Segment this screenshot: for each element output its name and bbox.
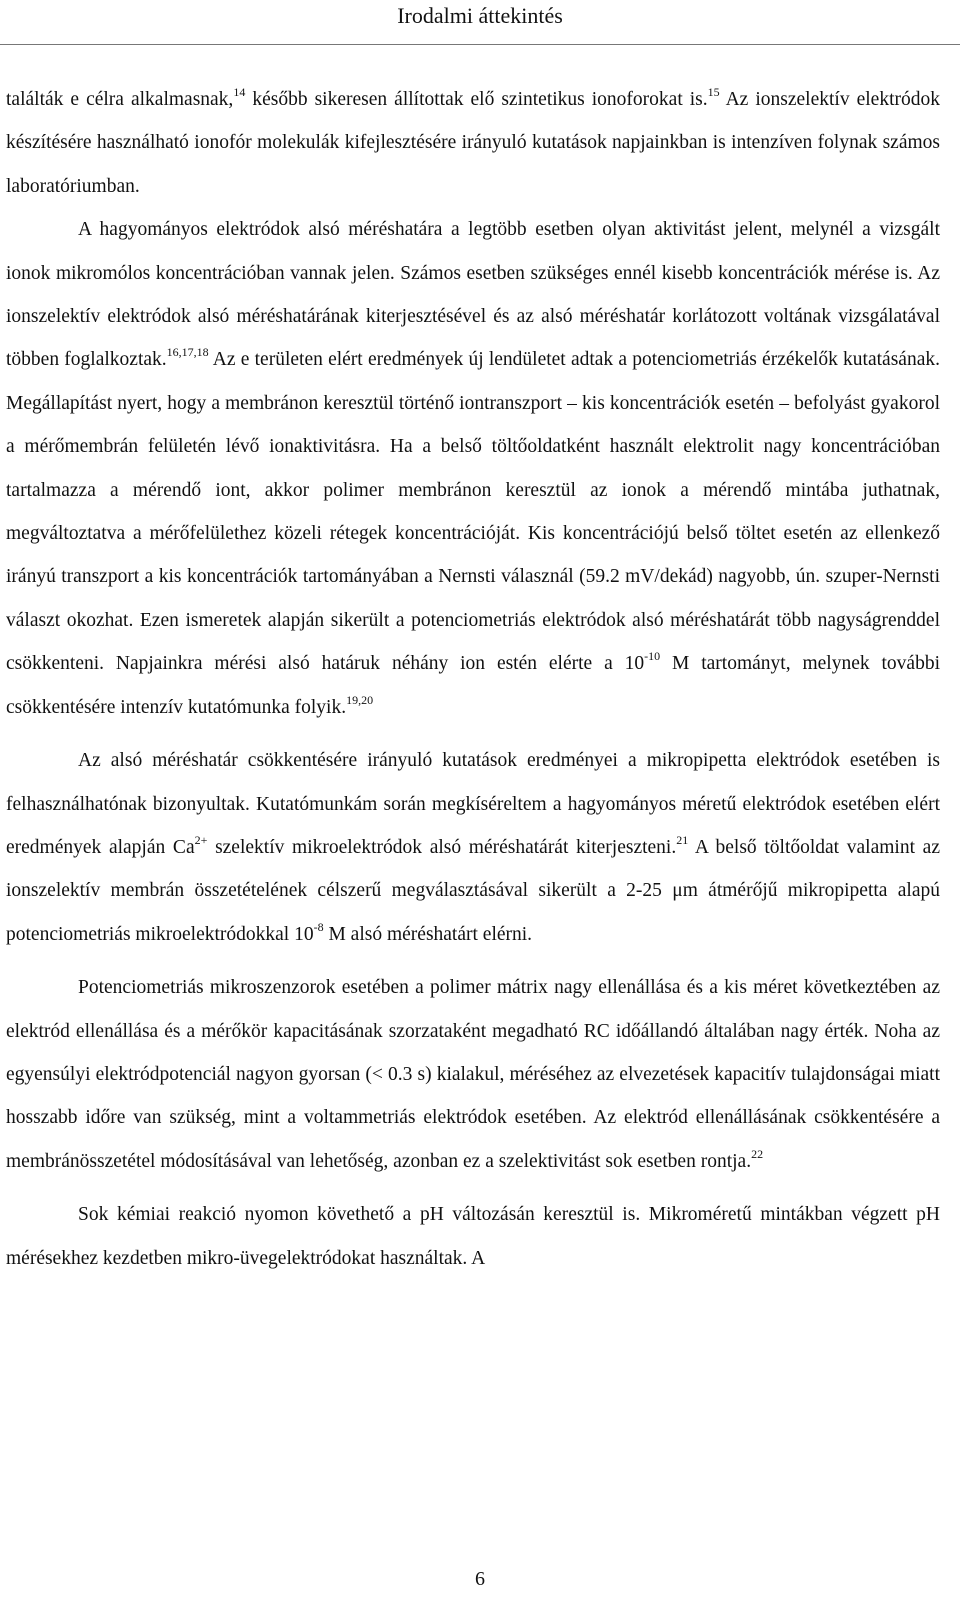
text-run: M alsó méréshatárt elérni.	[323, 923, 533, 945]
text-run: később sikeresen állítottak elő szintetikus ionoforokat is.	[245, 89, 708, 110]
text-run: találták e célra alkalmasnak,	[6, 89, 234, 110]
superscript: 21	[676, 832, 689, 847]
paragraph	[6, 208, 940, 729]
superscript: 14	[233, 85, 246, 99]
body-text	[6, 78, 940, 1280]
text-run: A belső töltőoldat valamint az ionszelektív membrán összetételének célszerű megválasztásával sikerült a 2-25 μm átmérőjű mikropipetta alapú potenciometriás mikroelektródokkal 10	[6, 836, 940, 945]
text-run: Az alsó méréshatár csökkentésére irányuló kutatások eredményei a mikropipetta elektródok esetében is felhasználhatónak bizonyultak. Kutatómunkám során megkíséreltem a hagyományos méretű elektródok esetében elért eredmények alapján Ca	[6, 750, 940, 858]
paragraph	[6, 78, 940, 208]
superscript: -8	[313, 919, 324, 934]
text-run: M tartományt, melynek további csökkentésére intenzív kutatómunka folyik.	[6, 653, 940, 718]
text-run: szelektív mikroelektródok alsó méréshatárát kiterjeszteni.	[207, 836, 677, 858]
text-run: A hagyományos elektródok alsó méréshatára a legtöbb esetben olyan aktivitást jelent, melynél a vizsgált ionok mikromólos koncentrációban vannak jelen. Számos esetben szükséges ennél kisebb koncentrációk mérése is. Az ionszelektív elektródok alsó méréshatárának kiterjesztésével és az alsó méréshatár korlátozott voltának vizsgálatával többen foglalkoztak.	[6, 219, 940, 371]
superscript: 2+	[194, 832, 208, 847]
superscript: 19,20	[346, 692, 374, 707]
superscript: 15	[707, 85, 720, 99]
paragraph	[6, 1193, 940, 1280]
superscript: 22	[751, 1146, 764, 1161]
superscript: 16,17,18	[166, 345, 209, 360]
text-run: Az e területen elért eredmények új lendületet adtak a potenciometriás érzékelők kutatásának. Megállapítást nyert, hogy a membránon keresztül történő iontranszport – kis koncentrációk esetén – befolyást gyakorol a mérőmembrán felületén lévő ionaktivitásra. Ha a belső töltőoldatként használt elektrolit nagy koncentrációban tartalmazza a mérendő iont, akkor polimer membránon keresztül az ionok a mérendő mintába juthatnak, megváltoztatva a mérőfelülethez közeli rétegek koncentrációját. Kis koncentrációjú belső töltet esetén az ellenkező irányú transzport a kis koncentrációk tartományában a Nernsti válasznál (59.2 mV/dekád) nagyobb, ún. szuper-Nernsti választ okozhat. Ezen ismeretek alapján sikerült a potenciometriás elektródok alsó méréshatárát több nagyságrenddel csökkenteni. Napjainkra mérési alsó határuk néhány ion estén elérte a 10	[6, 349, 940, 675]
running-header: Irodalmi áttekintés	[397, 3, 563, 28]
paragraph	[6, 966, 940, 1183]
page-number: 6	[475, 1568, 485, 1590]
header-divider	[0, 44, 960, 45]
superscript: -10	[644, 649, 661, 664]
text-run: Potenciometriás mikroszenzorok esetében a polimer mátrix nagy ellenállása és a kis méret következtében az elektród ellenállása és a mérőkör kapacitásának szorzataként megadható RC időállandó általában nagy érték. Noha az egyensúlyi elektródpotenciál nagyon gyorsan (< 0.3 s) kialakul, méréséhez az elvezetések kapacitív tulajdonságai miatt hosszabb időre van szükség, mint a voltammetriás elektródok esetében. Az elektród ellenállásának csökkentésére a membránösszetétel módosításával van lehetőség, azonban ez a szelektivitást sok esetben rontja.	[6, 977, 940, 1172]
text-run: Az ionszelektív elektródok készítésére használható ionofór molekulák kifejlesztésére irányuló kutatások napjainkban is intenzíven folynak számos laboratóriumban.	[6, 89, 940, 197]
text-run: Sok kémiai reakció nyomon követhető a pH változásán keresztül is. Mikroméretű mintákban végzett pH mérésekhez kezdetben mikro-üvegelektródokat használtak. A	[6, 1204, 940, 1269]
paragraph	[6, 739, 940, 956]
